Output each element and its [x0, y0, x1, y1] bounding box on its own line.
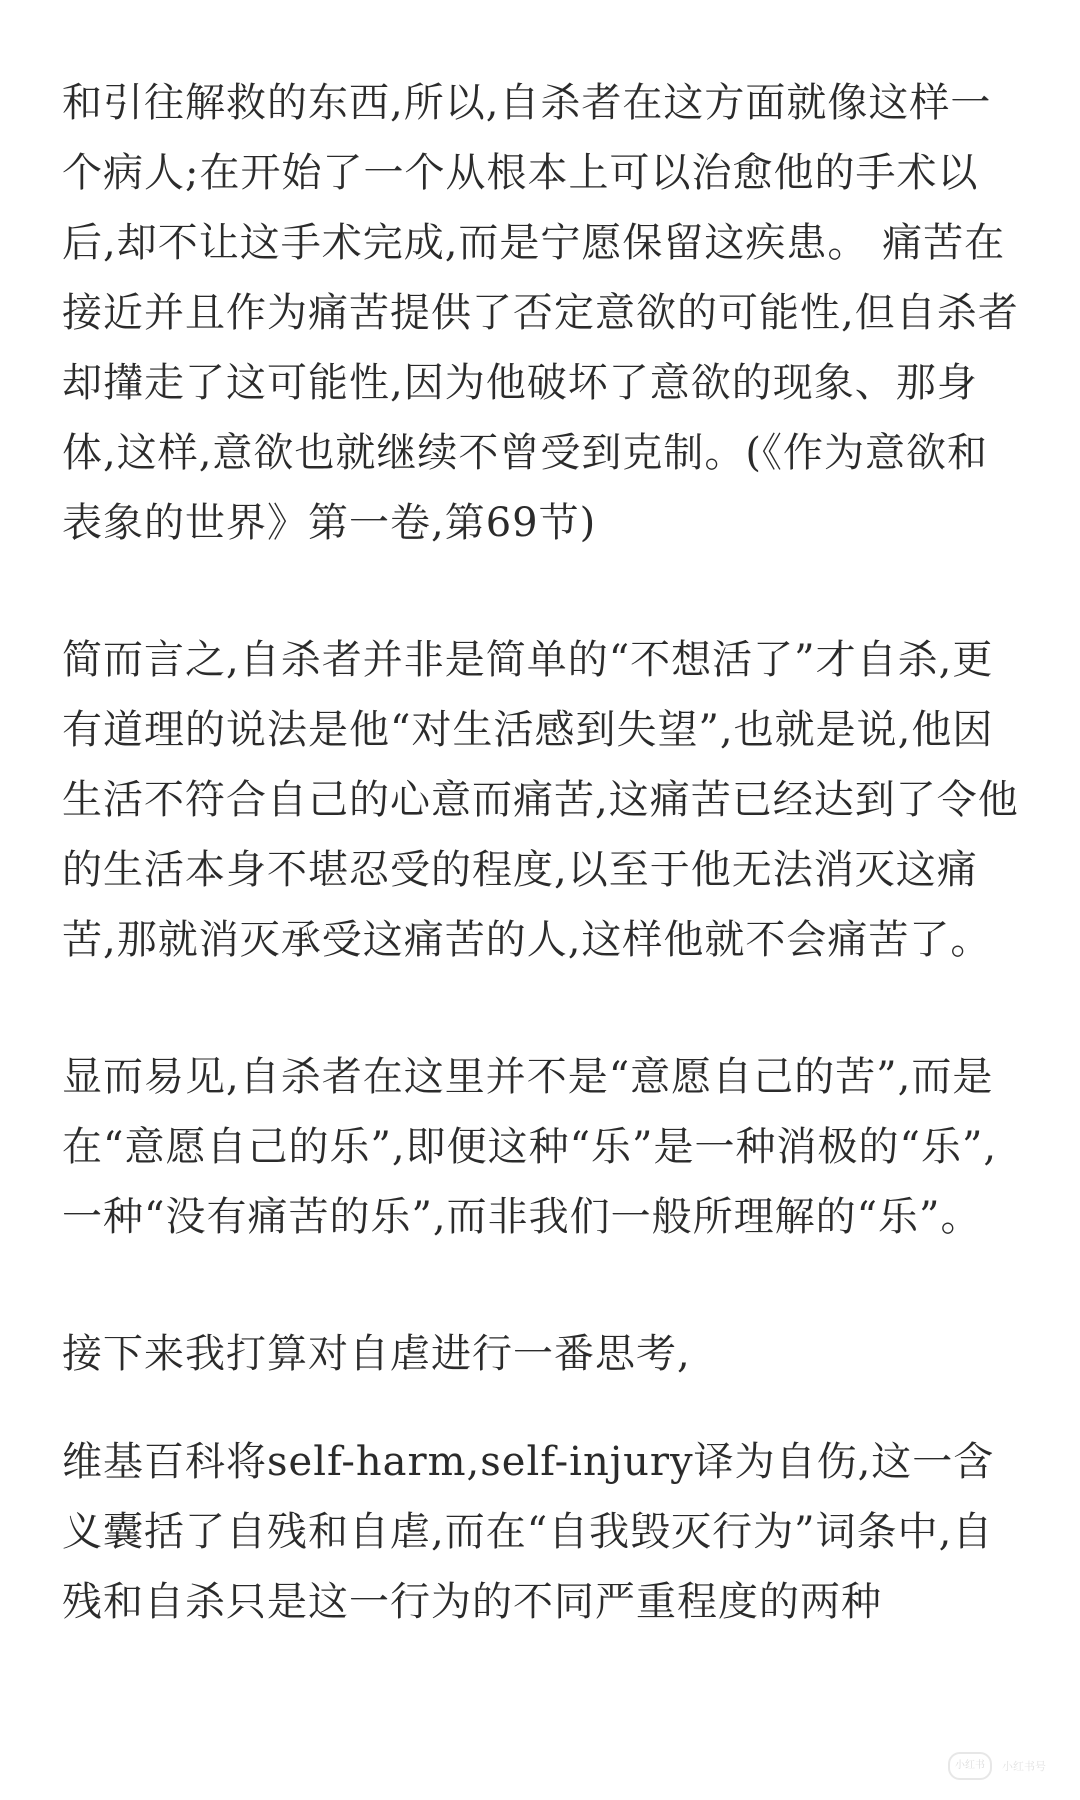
- paragraph-quote: 和引往解救的东西,所以,自杀者在这方面就像这样一个病人;在开始了一个从根本上可以治愈他的手术以后,却不让这手术完成,而是宁愿保留这疾患。 痛苦在接近并且作为痛苦提供了否定意欲的可能性,但自杀者却攆走了这可能性,因为他破坏了意欲的现象、那身体,这样,意欲也就继续不曾受到克制。(《作为意欲和表象的世界》第一卷,第69节): [62, 80, 1019, 546]
- watermark-text: 小红书号: [1002, 1760, 1046, 1773]
- watermark-logo: 小红书: [948, 1752, 992, 1780]
- article-body: [62, 68, 1022, 1704]
- paragraph-wikipedia: 维基百科将self-harm,self-injury译为自伤,这一含义囊括了自残和自虐,而在“自我毁灭行为”词条中,自残和自杀只是这一行为的不同严重程度的两种: [62, 1439, 995, 1625]
- watermark: [948, 1752, 1046, 1780]
- paragraph-pleasure: 显而易见,自杀者在这里并不是“意愿自己的苦”,而是在“意愿自己的乐”,即便这种“乐”是一种消极的“乐”,一种“没有痛苦的乐”,而非我们一般所理解的“乐”。: [62, 1054, 998, 1240]
- paragraph-next-topic: 接下来我打算对自虐进行一番思考,: [62, 1331, 691, 1377]
- paragraph-summary: 简而言之,自杀者并非是简单的“不想活了”才自杀,更有道理的说法是他“对生活感到失望”,也就是说,他因生活不符合自己的心意而痛苦,这痛苦已经达到了令他的生活本身不堪忍受的程度,以至于他无法消灭这痛苦,那就消灭承受这痛苦的人,这样他就不会痛苦了。: [62, 637, 1019, 963]
